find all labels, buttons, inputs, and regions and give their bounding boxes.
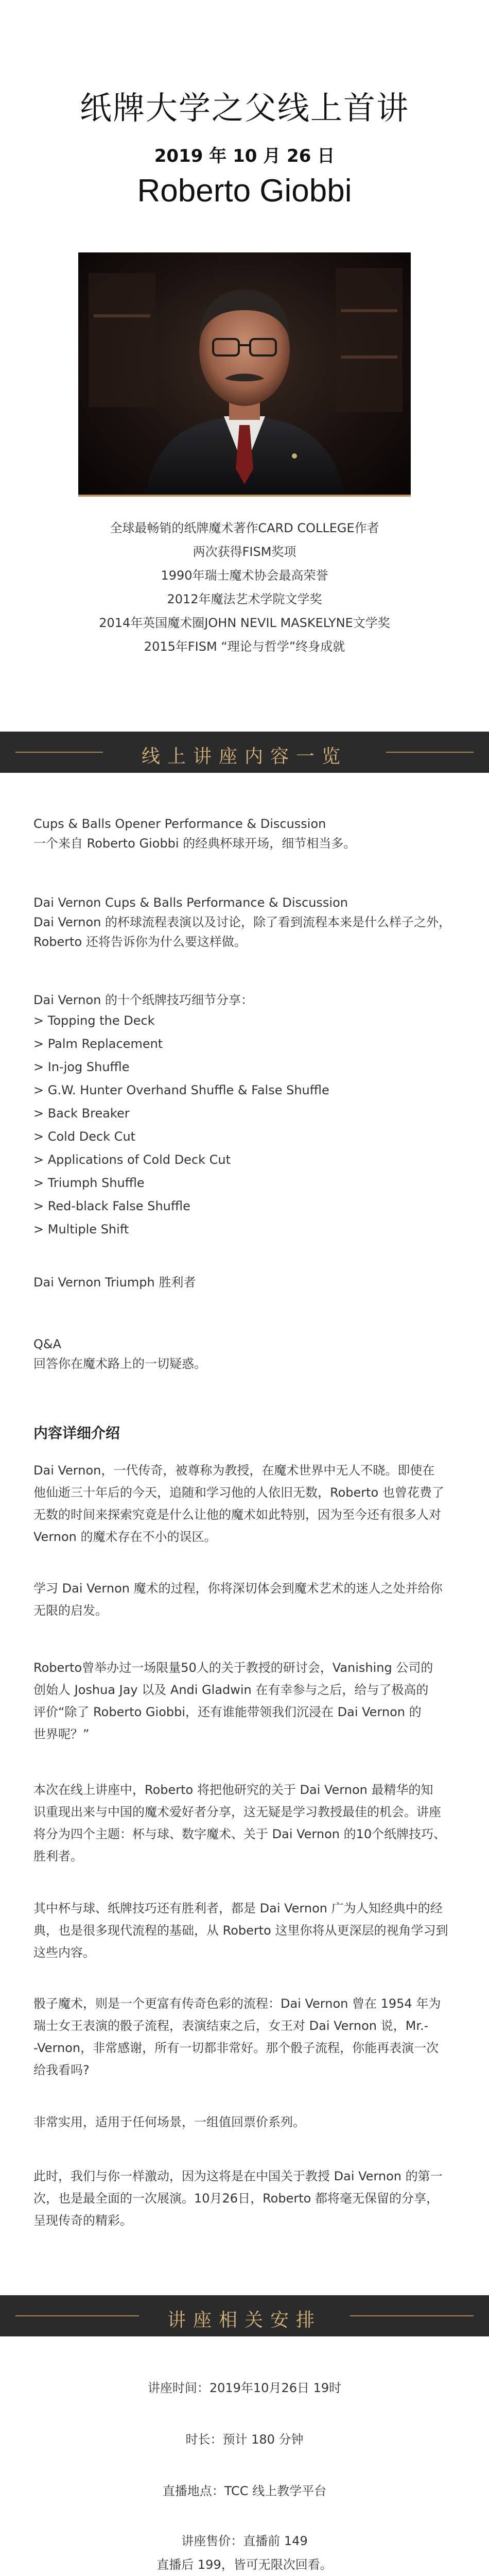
details-line: 无数的时间来探索究竟是什么让他的魔术如此特别，因为至今还有很多人对 (33, 1507, 441, 1522)
item3-title: Dai Vernon 的十个纸牌技巧细节分享： (33, 993, 253, 1007)
item1-title: Cups & Balls Opener Performance & Discussion (33, 817, 326, 831)
details-line: 世界呢？” (33, 1727, 90, 1741)
achievement-2: 两次获得FISM奖项 (193, 545, 296, 559)
details-line: 评价“除了 Roberto Giobbi，还有谁能带领我们沉浸在 Dai Vernon 的 (33, 1705, 422, 1719)
details-line: 他仙逝三十年后的今天，追随和学习他的人依旧无数，Roberto 也曾花费了 (33, 1485, 444, 1500)
lecture-price-after: 直播后 199，皆可无限次回看。 (156, 2557, 333, 2572)
details-line: 典，也是很多现代流程的基础，从 Roberto 这里你将从更深层的视角学习到 (33, 1923, 448, 1938)
technique-item: > G.W. Hunter Overhand Shuffle & False Shuffle (33, 1083, 329, 1097)
details-line: 给我看吗? (33, 2063, 90, 2077)
details-title: 内容详细介绍 (33, 1425, 120, 1442)
details-line: 学习 Dai Vernon 魔术的过程，你将深切体会到魔术艺术的迷人之处并给你 (33, 1581, 443, 1596)
details-line: 瑞士女王表演的骰子流程，表演结束之后，女王对 Dai Vernon 说，Mr.- (33, 2019, 429, 2033)
technique-item: > Palm Replacement (33, 1037, 163, 1051)
item1-desc: 一个来自 Roberto Giobbi 的经典杯球开场，细节相当多。 (33, 836, 356, 851)
achievement-6: 2015年FISM “理论与哲学”终身成就 (144, 639, 345, 654)
technique-item: > Back Breaker (33, 1106, 130, 1121)
details-line: 识重现出来与中国的魔术爱好者分享，这无疑是学习教授最佳的机会。讲座 (33, 1805, 441, 1819)
details-line: 无限的启发。 (33, 1603, 108, 1618)
details-line: 其中杯与球、纸牌技巧还有胜利者，都是 Dai Vernon 广为人知经典中的经 (33, 1901, 443, 1916)
item4-title: Dai Vernon Triumph 胜利者 (33, 1275, 196, 1290)
details-line: 次，也是最全面的一次展演。10月26日，Roberto 都将毫无保留的分享， (33, 2191, 439, 2206)
technique-item: > Triumph Shuffle (33, 1176, 145, 1190)
section-title: 线上讲座内容一览 (141, 746, 347, 767)
lecture-location: 直播地点：TCC 线上教学平台 (162, 2484, 327, 2498)
section-header-content (0, 732, 489, 773)
item2-desc-line2: Roberto 还将告诉你为什么要这样做。 (33, 935, 247, 949)
details-line: 创始人 Joshua Jay 以及 Andi Gladwin 在有幸参与之后，给与了极高的 (33, 1683, 429, 1697)
technique-item: > Cold Deck Cut (33, 1129, 136, 1144)
qa-title: Q&A (33, 1337, 62, 1351)
lecture-duration: 时长：预计 180 分钟 (185, 2432, 304, 2447)
details-line: 骰子魔术，则是一个更富有传奇色彩的流程：Dai Vernon 曾在 1954 年为 (33, 1996, 441, 2011)
technique-item: > In-jog Shuffle (33, 1060, 130, 1074)
details-line: 此时，我们与你一样激动，因为这将是在中国关于教授 Dai Vernon 的第一 (33, 2169, 443, 2183)
section-title: 讲座相关安排 (167, 2310, 322, 2331)
details-line: -Vernon，非常感谢，所有一切都非常好。那个骰子流程，你能再表演一次 (33, 2041, 439, 2055)
achievement-3: 1990年瑞士魔术协会最高荣誉 (161, 568, 328, 583)
qa-desc: 回答你在魔术路上的一切疑惑。 (33, 1357, 206, 1371)
page-title: 纸牌大学之父线上首讲 (79, 89, 409, 127)
section-header-arrangement (0, 2295, 489, 2336)
speaker-name: Roberto Giobbi (137, 173, 352, 209)
speaker-portrait (78, 252, 411, 497)
technique-item: > Applications of Cold Deck Cut (33, 1153, 231, 1167)
lecture-price: 讲座售价：直播前 149 (181, 2534, 308, 2548)
technique-item: > Topping the Deck (33, 1013, 155, 1028)
achievement-5: 2014年英国魔术圈JOHN NEVIL MASKELYNE文学奖 (99, 616, 390, 630)
lecture-time: 讲座时间：2019年10月26日 19时 (147, 2381, 342, 2395)
details-line: 这些内容。 (33, 1945, 95, 1960)
item2-desc-line1: Dai Vernon 的杯球流程表演以及讨论，除了看到流程本来是什么样子之外， (33, 915, 451, 929)
achievement-1: 全球最畅销的纸牌魔术著作CARD COLLEGE作者 (110, 521, 379, 535)
portrait-illustration (78, 252, 411, 495)
details-line: Vernon 的魔术存在不小的误区。 (33, 1530, 217, 1544)
details-line: 非常实用，适用于任何场景，一组值回票价系列。 (33, 2115, 305, 2129)
details-line: 呈现传奇的精彩。 (33, 2213, 132, 2228)
event-date: 2019 年 10 月 26 日 (154, 146, 335, 166)
details-line: 将分为四个主题：杯与球、数字魔术、关于 Dai Vernon 的10个纸牌技巧、 (33, 1827, 446, 1841)
details-line: Roberto曾举办过一场限量50人的关于教授的研讨会，Vanishing 公司的 (33, 1660, 433, 1675)
details-line: 胜利者。 (33, 1849, 83, 1863)
details-line: Dai Vernon，一代传奇，被尊称为教授，在魔术世界中无人不晓。即使在 (33, 1463, 435, 1478)
technique-item: > Multiple Shift (33, 1222, 129, 1236)
item2-title: Dai Vernon Cups & Balls Performance & Discussion (33, 895, 348, 910)
achievement-4: 2012年魔法艺术学院文学奖 (167, 592, 322, 606)
technique-item: > Red-black False Shuffle (33, 1199, 190, 1213)
details-line: 本次在线上讲座中，Roberto 将把他研究的关于 Dai Vernon 最精华的知 (33, 1783, 433, 1797)
